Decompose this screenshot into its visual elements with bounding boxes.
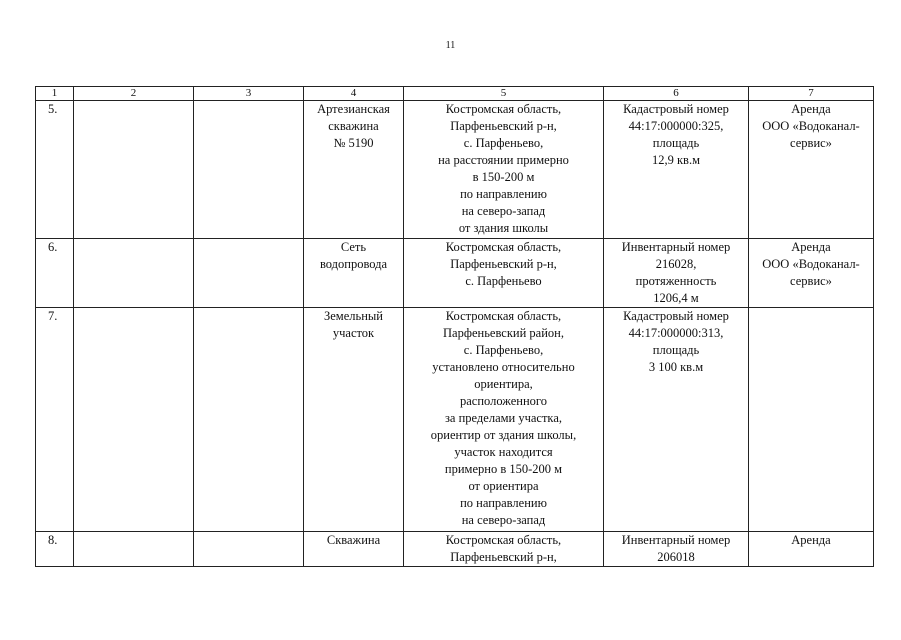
address-line: Парфеньевский р-н, <box>450 550 557 564</box>
address-line: ориентира, <box>474 377 533 391</box>
name-line: участок <box>332 326 375 340</box>
name-line: скважина <box>328 119 379 133</box>
object-name <box>304 239 404 308</box>
row-number: 8. <box>36 532 74 567</box>
header-cell: 3 <box>194 87 304 101</box>
header-cell: 7 <box>749 87 874 101</box>
characteristics-line: площадь <box>652 343 700 357</box>
object-address <box>404 532 604 567</box>
header-cell: 2 <box>74 87 194 101</box>
address-line: Парфеньевский р-н, <box>450 257 557 271</box>
page-number: 11 <box>445 40 456 51</box>
object-characteristics <box>604 239 749 308</box>
object-name <box>304 532 404 567</box>
address-line: Парфеньевский р-н, <box>450 119 557 133</box>
table-row <box>36 101 874 239</box>
object-address <box>404 239 604 308</box>
object-characteristics <box>604 308 749 532</box>
row-number: 6. <box>36 239 74 308</box>
name-line: № 5190 <box>333 136 374 150</box>
empty-cell <box>74 308 194 532</box>
table-row <box>36 239 874 308</box>
address-line: Костромская область, <box>445 240 562 254</box>
encumbrance-line: сервис» <box>790 136 832 150</box>
address-line: по направлению <box>460 187 547 201</box>
object-encumbrance <box>749 239 874 308</box>
property-table <box>35 86 874 567</box>
encumbrance-line: ООО «Водоканал- <box>762 257 860 271</box>
header-cell: 4 <box>304 87 404 101</box>
object-characteristics <box>604 532 749 567</box>
address-line: в 150-200 м <box>472 170 535 184</box>
name-line: водопровода <box>319 257 388 271</box>
header-cell: 5 <box>404 87 604 101</box>
empty-cell <box>194 532 304 567</box>
object-encumbrance <box>749 101 874 239</box>
characteristics-line: 3 100 кв.м <box>648 360 704 374</box>
name-line: Земельный <box>324 309 383 323</box>
encumbrance-line: ООО «Водоканал- <box>762 119 860 133</box>
encumbrance-line: сервис» <box>790 274 832 288</box>
address-line: установлено относительно <box>432 360 575 374</box>
address-line: Костромская область, <box>445 102 562 116</box>
address-line: от здания школы <box>458 221 549 235</box>
object-encumbrance <box>749 308 874 532</box>
row-number: 7. <box>36 308 74 532</box>
address-line: на северо-запад <box>461 204 546 218</box>
address-line: на расстоянии примерно <box>438 153 569 167</box>
object-characteristics <box>604 101 749 239</box>
address-line: участок находится <box>454 445 553 459</box>
address-line: за пределами участка, <box>444 411 562 425</box>
address-line: от ориентира <box>468 479 539 493</box>
address-line: по направлению <box>460 496 547 510</box>
address-line: Костромская область, <box>445 309 562 323</box>
object-encumbrance <box>749 532 874 567</box>
object-address <box>404 101 604 239</box>
object-name <box>304 308 404 532</box>
address-line: расположенного <box>459 394 547 408</box>
row-number: 5. <box>36 101 74 239</box>
empty-cell <box>74 239 194 308</box>
name-line: Скважина <box>326 533 381 547</box>
encumbrance-line: Аренда <box>791 240 831 254</box>
characteristics-line: Кадастровый номер <box>623 102 729 116</box>
name-line: Артезианская <box>317 102 390 116</box>
address-line: с. Парфеньево <box>465 274 542 288</box>
object-address <box>404 308 604 532</box>
header-cell: 1 <box>36 87 74 101</box>
characteristics-line: 206018 <box>657 550 695 564</box>
empty-cell <box>74 532 194 567</box>
address-line: с. Парфеньево, <box>463 136 544 150</box>
header-cell: 6 <box>604 87 749 101</box>
empty-cell <box>194 308 304 532</box>
characteristics-line: 1206,4 м <box>653 291 699 305</box>
address-line: ориентир от здания школы, <box>430 428 577 442</box>
characteristics-line: площадь <box>652 136 700 150</box>
address-line: на северо-запад <box>461 513 546 527</box>
table-row <box>36 308 874 532</box>
object-name <box>304 101 404 239</box>
characteristics-line: Кадастровый номер <box>623 309 729 323</box>
name-line: Сеть <box>340 240 367 254</box>
address-line: с. Парфеньево, <box>463 343 544 357</box>
table-row <box>36 532 874 567</box>
encumbrance-line: Аренда <box>791 102 831 116</box>
empty-cell <box>74 101 194 239</box>
characteristics-line: 12,9 кв.м <box>651 153 700 167</box>
address-line: примерно в 150-200 м <box>444 462 563 476</box>
encumbrance-line: Аренда <box>791 533 831 547</box>
empty-cell <box>194 101 304 239</box>
characteristics-line: протяженность <box>635 274 717 288</box>
header-row <box>36 87 874 101</box>
characteristics-line: 44:17:000000:325, <box>628 119 724 133</box>
empty-cell <box>194 239 304 308</box>
characteristics-line: Инвентарный номер <box>621 533 731 547</box>
characteristics-line: Инвентарный номер <box>621 240 731 254</box>
address-line: Парфеньевский район, <box>443 326 564 340</box>
characteristics-line: 216028, <box>655 257 697 271</box>
address-line: Костромская область, <box>445 533 562 547</box>
characteristics-line: 44:17:000000:313, <box>628 326 724 340</box>
